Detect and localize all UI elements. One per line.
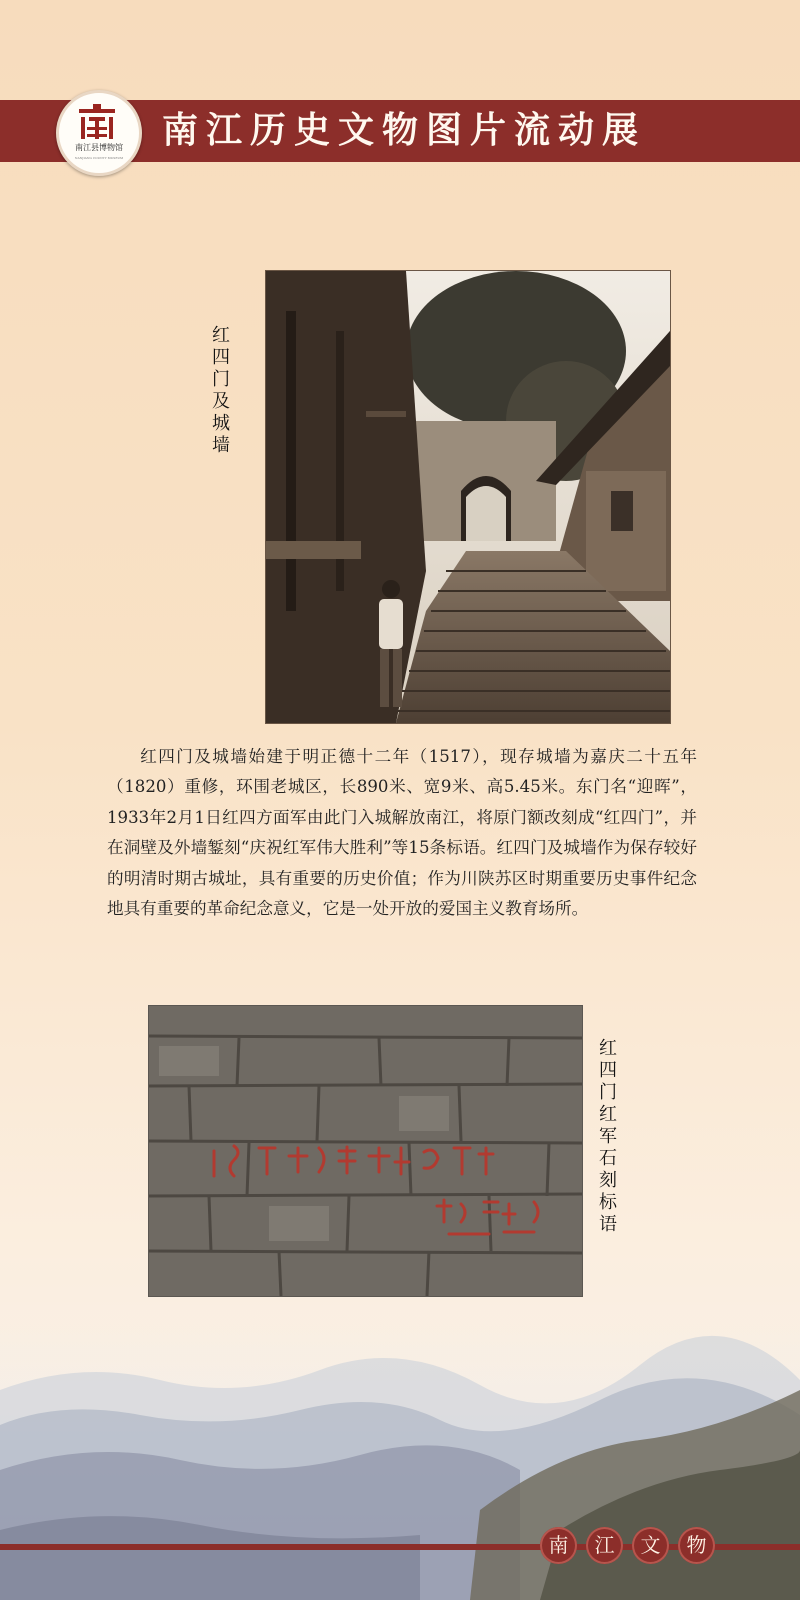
photo-caption-city-gate: 红四门及城墙	[212, 325, 230, 456]
description-paragraph: 红四门及城墙始建于明正德十二年（1517），现存城墙为嘉庆二十五年（1820）重修，环围老城区，长890米、宽9米、高5.45米。东门名“迎晖”，1933年2月1日红四方面军由此门入城解放南江，将原门额改刻成“红四门”，并在洞壁及外墙錾刻“庆祝红军伟大胜利”等15条标语。红四门及城墙作为保存较好的明清时期古城址，具有重要的历史价值；作为川陕苏区时期重要历史事件纪念地具有重要的革命纪念意义，它是一处开放的爱国主义教育场所。	[107, 747, 697, 919]
city-gate-photo	[265, 270, 671, 724]
footer-seal: 南	[540, 1527, 577, 1564]
exhibition-title: 南江历史文物图片流动展	[162, 110, 647, 151]
photo-caption-stone-carving: 红四门红军石刻标语	[599, 1038, 617, 1235]
footer-seal: 文	[632, 1527, 669, 1564]
footer-seal: 江	[586, 1527, 623, 1564]
museum-logo	[56, 90, 142, 176]
museum-logo-icon	[77, 103, 117, 143]
logo-subtext: NANJIANG COUNTY MUSEUM	[74, 156, 124, 160]
footer-seal: 物	[678, 1527, 715, 1564]
footer-seals	[540, 1527, 780, 1567]
stone-carving-photo	[148, 1005, 583, 1297]
logo-text: 南江县博物馆	[75, 143, 123, 152]
